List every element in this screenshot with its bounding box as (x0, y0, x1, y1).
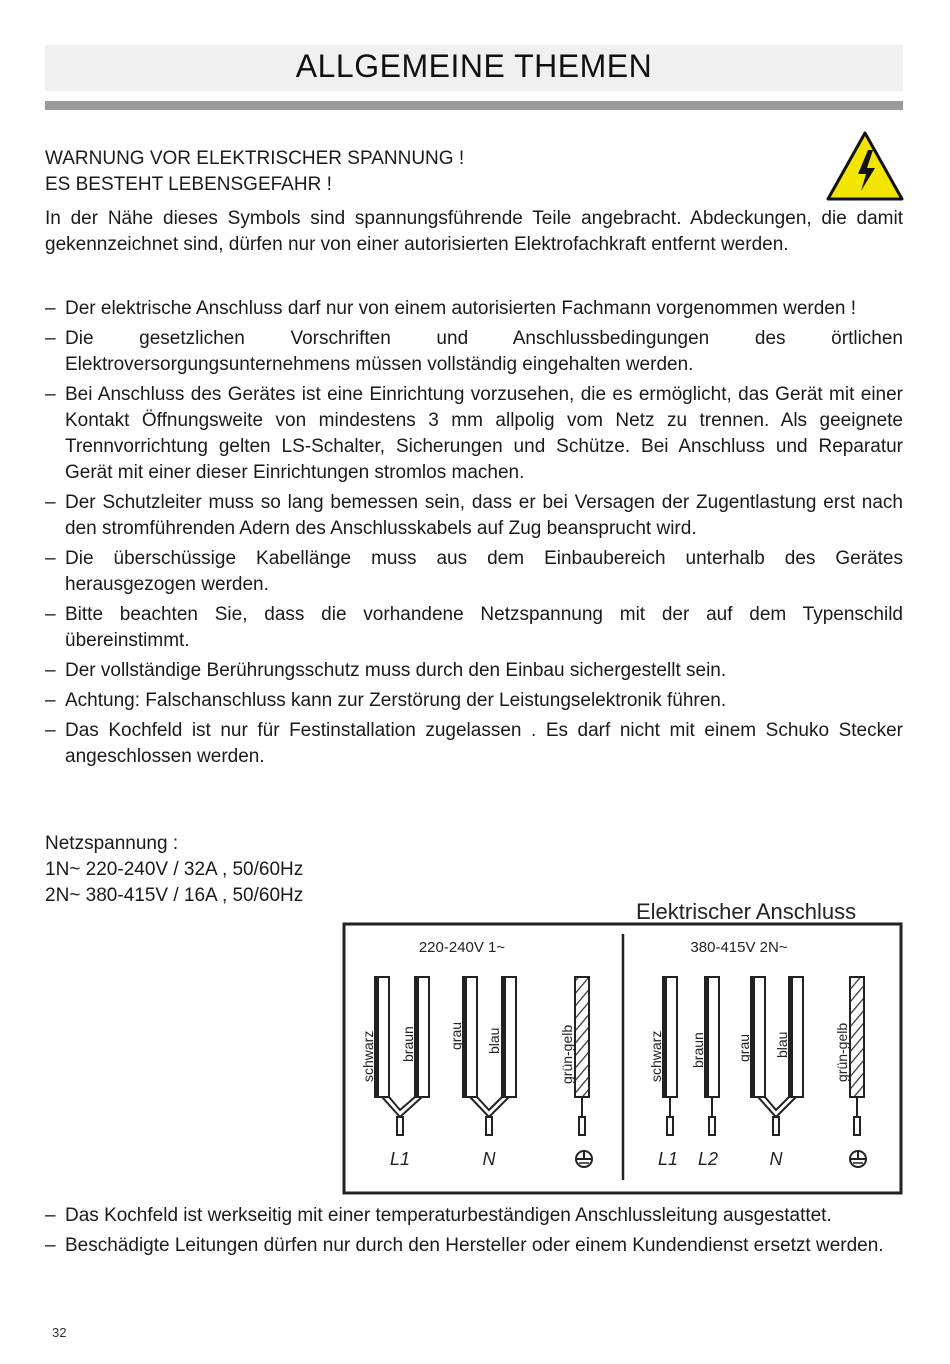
wire-label: braun (690, 1032, 706, 1068)
list-item: – Das Kochfeld ist nur für Festinstallation zugelassen . Es darf nicht mit einem Schuko Stecker angeschlossen werden. (45, 720, 903, 767)
list-item: – Beschädigte Leitungen dürfen nur durch den Hersteller oder einem Kundendienst ersetzt werden. (45, 1233, 903, 1259)
wire-label: blau (774, 1031, 790, 1058)
wire-label: schwarz (360, 1030, 376, 1082)
wire-label: blau (486, 1027, 502, 1054)
list-item: – Die überschüssige Kabellänge muss aus dem Einbaubereich unterhalb des Gerätes herausgezogen werden. (45, 548, 903, 595)
dash-bullet: – (45, 384, 56, 405)
dash-bullet: – (45, 492, 56, 513)
list-item: – Achtung: Falschanschluss kann zur Zerstörung der Leistungselektronik führen. (45, 688, 903, 714)
warning-line-2: ES BESTEHT LEBENSGEFAHR ! (45, 174, 332, 195)
warning-intro-paragraph: In der Nähe dieses Symbols sind spannungsführende Teile angebracht. Abdeckungen, die damit gekennzeichnet sind, dürfen nur von einer autorisierten Elektrofachkraft entfernt werden. (45, 208, 903, 255)
dash-bullet: – (45, 298, 56, 319)
list-item: – Bei Anschluss des Gerätes ist eine Einrichtung vorzusehen, die es ermöglicht, das Gerät mit einer Kontakt Öffnungsweite von mindestens 3 mm allpolig vom Netz zu trennen. Als geeignete Trennvorrichtung gelten LS-Schalter, Sicherungen und Schütze. Bei Anschluss und Reparatur Gerät mit einer dieser Einrichtungen stromlos machen. (45, 384, 903, 483)
page-title: ALLGEMEINE THEMEN (295, 48, 653, 84)
list-item: – Der Schutzleiter muss so lang bemessen sein, dass er bei Versagen der Zugentlastung erst nach den stromführenden Adern des Anschlusskabels auf Zug beansprucht wird. (45, 492, 903, 539)
wire-label: grün-gelb (834, 1022, 850, 1082)
supply-option-1n: 1N~ 220-240V / 32A , 50/60Hz (45, 859, 304, 880)
terminal-label: N (769, 1149, 783, 1169)
wire-label: grau (736, 1033, 752, 1062)
high-voltage-warning-icon (825, 130, 905, 202)
list-item: – Der elektrische Anschluss darf nur von einem autorisierten Fachmann vorgenommen werden ! (45, 296, 903, 322)
right-panel-heading: 380-415V 2N~ (690, 939, 788, 956)
header-divider (45, 101, 903, 110)
wire-label: schwarz (648, 1030, 664, 1082)
dash-bullet: – (45, 328, 56, 349)
wire-label: grau (448, 1021, 464, 1050)
terminal-label: L2 (697, 1149, 719, 1169)
dash-bullet: – (45, 604, 56, 625)
cable-notes-list (45, 1203, 903, 1263)
list-item: – Das Kochfeld ist werkseitig mit einer temperaturbeständigen Anschlussleitung ausgestattet. (45, 1203, 903, 1229)
supply-voltage-block (45, 831, 303, 909)
dash-bullet: – (45, 660, 56, 681)
wire-label: braun (400, 1026, 416, 1062)
terminal-label: N (482, 1149, 496, 1169)
diagram-title: Elektrischer Anschluss (636, 899, 857, 924)
dash-bullet: – (45, 1205, 56, 1226)
page-number: 32 (52, 1325, 67, 1340)
warning-block (45, 146, 805, 198)
left-panel-heading: 220-240V 1~ (418, 939, 506, 956)
supply-option-2n: 2N~ 380-415V / 16A , 50/60Hz (45, 885, 304, 906)
list-item: – Bitte beachten Sie, dass die vorhandene Netzspannung mit der auf dem Typenschild übereinstimmt. (45, 604, 903, 651)
dash-bullet: – (45, 720, 56, 741)
dash-bullet: – (45, 1235, 56, 1256)
wiring-diagram (342, 922, 903, 1195)
terminal-label: L1 (657, 1149, 679, 1169)
warning-line-1: WARNUNG VOR ELEKTRISCHER SPANNUNG ! (45, 148, 465, 169)
dash-bullet: – (45, 690, 56, 711)
wire-label: grün-gelb (559, 1024, 575, 1084)
list-item: – Die gesetzlichen Vorschriften und Anschlussbedingungen des örtlichen Elektroversorgungsunternehmens müssen vollständig eingehalten werden. (45, 328, 903, 375)
supply-label: Netzspannung : (45, 833, 179, 854)
terminal-label: L1 (389, 1149, 411, 1169)
list-item: – Der vollständige Berührungsschutz muss durch den Einbau sichergestellt sein. (45, 658, 903, 684)
dash-bullet: – (45, 548, 56, 569)
safety-rules-list (45, 296, 903, 774)
